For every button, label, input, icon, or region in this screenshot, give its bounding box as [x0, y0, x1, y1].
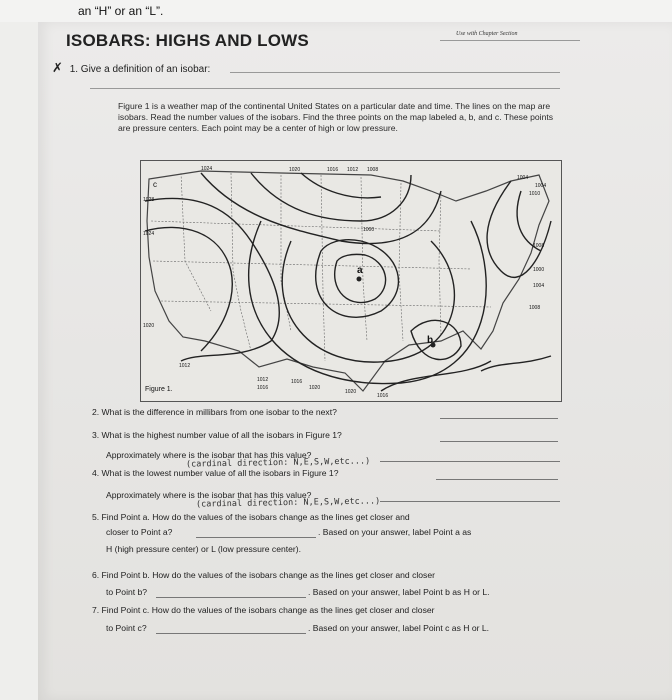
isobar-label: 1020	[345, 389, 357, 395]
question-6-continued: to Point b?	[106, 587, 148, 597]
figure-intro-paragraph: Figure 1 is a weather map of the continental United States on a particular date and time. The lines on the map are isobars. Read the number values of the isobars. Find the three points on the map labeled a, b, and c. These points are pressure centers. Each point may be a center of high or low pressure.	[118, 101, 554, 133]
isobar-lines	[145, 173, 551, 391]
isobar-label: 1024	[143, 231, 155, 237]
answer-blank-7	[156, 633, 306, 634]
answer-blank-6	[156, 597, 306, 598]
cut-off-text: an “H” or an “L”.	[78, 4, 164, 18]
use-with-underline	[440, 40, 580, 41]
question-4: 4. What is the lowest number value of all the isobars in Figure 1?	[92, 468, 339, 478]
point-b-label: b	[427, 335, 434, 346]
isobar-label: 1020	[309, 385, 321, 391]
point-a-marker	[357, 277, 362, 282]
isobar-label: 1016	[327, 167, 339, 173]
use-with-note: Use with Chapter Section	[456, 31, 518, 37]
isobar-label: 1012	[179, 363, 191, 369]
isobar-label: 1016	[377, 393, 389, 399]
handwritten-note-3: (cardinal direction: N,E,S,W,etc...)	[185, 456, 371, 470]
isobar-label: 1008	[529, 305, 541, 311]
question-2: 2. What is the difference in millibars from one isobar to the next?	[92, 407, 337, 417]
isobar-label: 1020	[289, 167, 301, 173]
isobar-label: 1024	[201, 166, 213, 172]
isobar-label: 1004	[533, 283, 545, 289]
isobar-label: 1020	[143, 323, 155, 329]
answer-line-2	[90, 88, 560, 89]
figure-caption: Figure 1.	[145, 386, 173, 393]
question-5-options: H (high pressure center) or L (low pressure center).	[106, 544, 302, 554]
isobar-label: 1012	[347, 167, 359, 173]
isobar-label: 1000	[363, 227, 375, 233]
answer-blank-3-where	[380, 461, 560, 462]
question-5-continued: closer to Point a?	[106, 527, 173, 537]
answer-blank-2	[440, 418, 558, 419]
point-c-label: c	[153, 180, 157, 189]
worksheet-title: ISOBARS: HIGHS AND LOWS	[66, 31, 309, 50]
question-5-instruction: . Based on your answer, label Point a as	[318, 527, 472, 537]
isobar-label: 1028	[143, 197, 155, 203]
cross-mark: ✗	[52, 60, 63, 75]
question-6-instruction: . Based on your answer, label Point b as H or L.	[308, 587, 490, 597]
isobar-label: 1010	[529, 191, 541, 197]
top-strip	[0, 0, 672, 22]
isobar-label: 1008	[367, 167, 379, 173]
question-5: 5. Find Point a. How do the values of the isobars change as the lines get closer and	[92, 512, 410, 522]
answer-line-1	[230, 72, 560, 73]
isobar-label: 1000	[533, 267, 545, 273]
isobar-label: 1008	[533, 243, 545, 249]
isobar-label: 1012	[257, 377, 269, 383]
question-6: 6. Find Point b. How do the values of the isobars change as the lines get closer and closer	[92, 570, 435, 580]
answer-blank-5	[196, 537, 316, 538]
point-a-label: a	[357, 265, 363, 276]
answer-blank-3	[440, 441, 558, 442]
isobar-label: 1004	[535, 183, 547, 189]
weather-map	[140, 160, 562, 402]
question-3: 3. What is the highest number value of all the isobars in Figure 1?	[92, 430, 342, 440]
handwritten-note-4: (cardinal direction: N,E,S,W,etc...)	[195, 496, 381, 510]
isobar-label: 1004	[517, 175, 529, 181]
question-4-where: Approximately where is the isobar that has this value?	[106, 490, 312, 500]
question-3-where: Approximately where is the isobar that has this value?	[106, 450, 312, 460]
isobar-label: 1016	[291, 379, 303, 385]
question-7-instruction: . Based on your answer, label Point c as H or L.	[308, 623, 490, 633]
question-1-text: 1. Give a definition of an isobar:	[69, 64, 211, 75]
answer-blank-4	[436, 479, 558, 480]
answer-blank-4-where	[380, 501, 560, 502]
state-borders	[151, 173, 491, 361]
question-7-continued: to Point c?	[106, 623, 147, 633]
question-1	[52, 60, 210, 76]
isobar-label: 1016	[257, 385, 269, 391]
question-7: 7. Find Point c. How do the values of the isobars change as the lines get closer and closer	[92, 605, 435, 615]
isobar-map-drawing	[141, 161, 561, 401]
